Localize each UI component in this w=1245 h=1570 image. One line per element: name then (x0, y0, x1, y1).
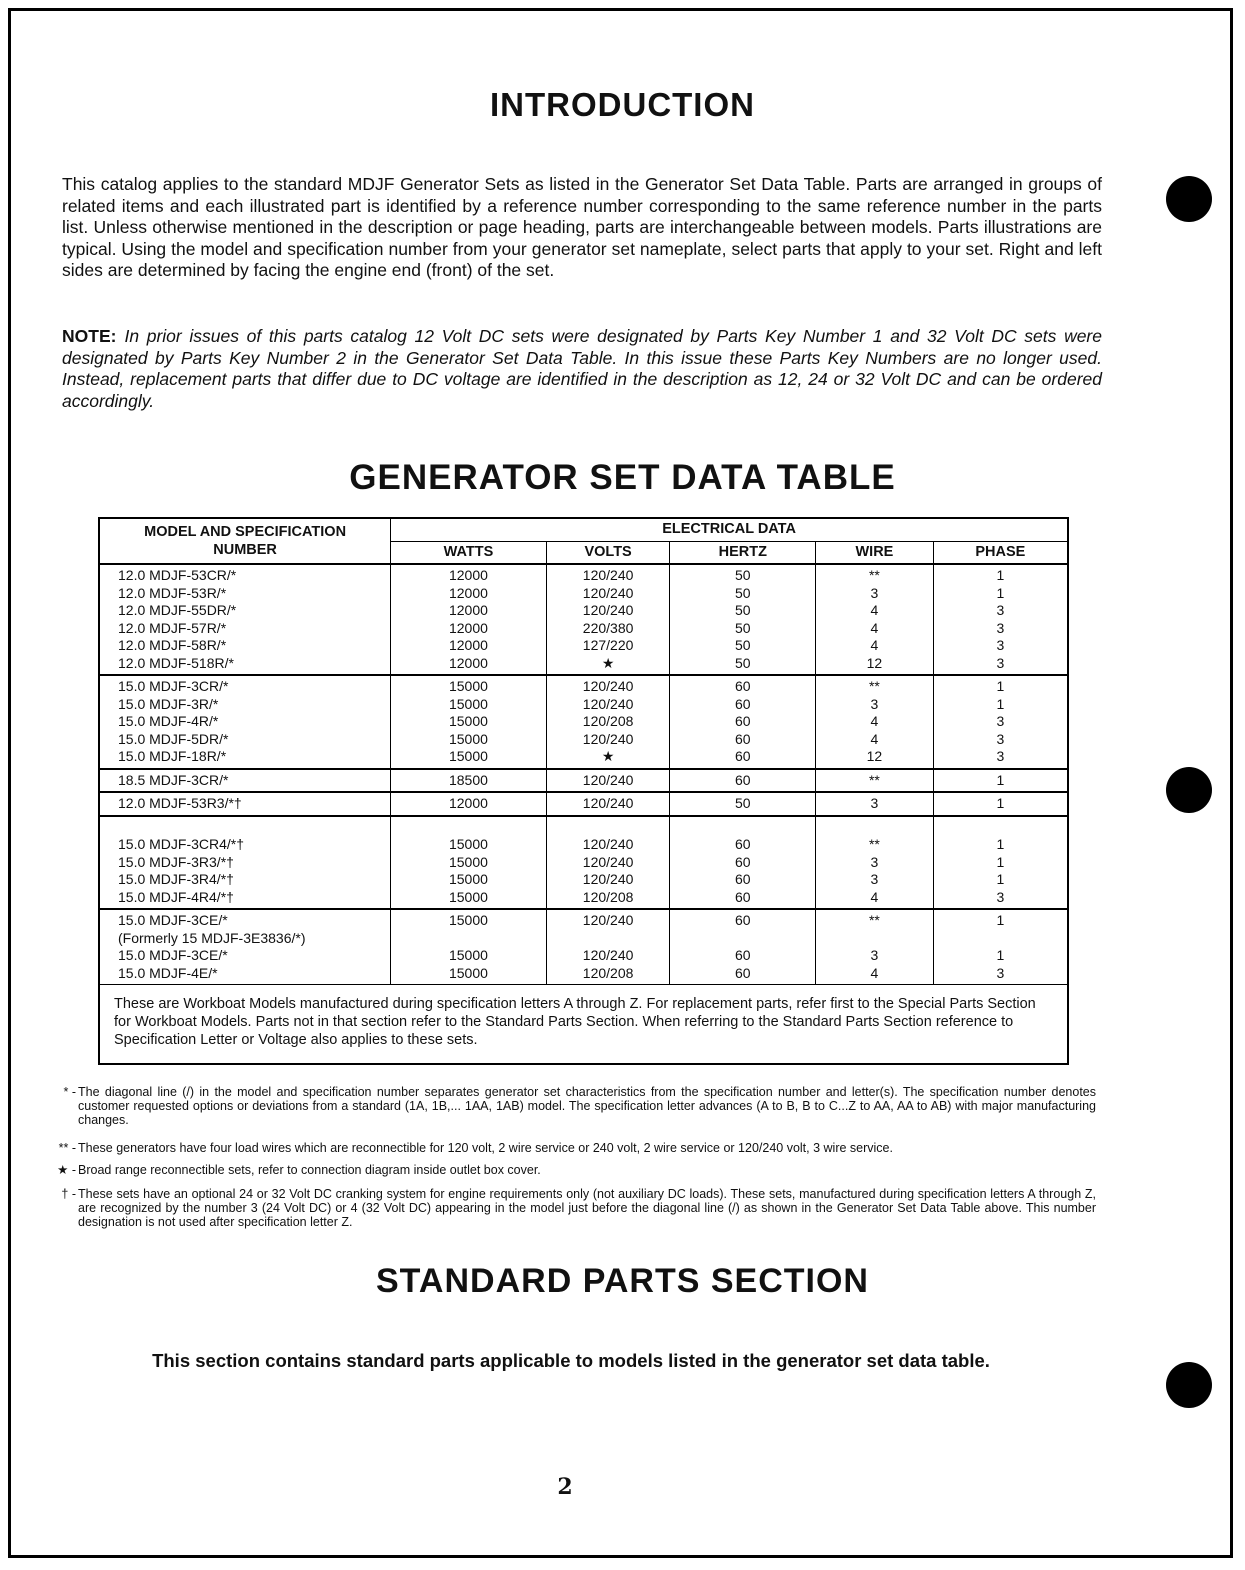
model-value: 12.0 MDJF-53R/* (118, 584, 227, 601)
header-electrical-data: ELECTRICAL DATA (391, 518, 1068, 541)
phase-value: 1 (996, 584, 1005, 601)
wire-value: ** (868, 771, 880, 788)
hertz-value: 60 (734, 678, 751, 694)
header-model: MODEL AND SPECIFICATION NUMBER (99, 518, 391, 564)
wire-value: 4 (870, 964, 879, 981)
footnote-text: The diagonal line (/) in the model and specification number separates generator set characteristics from the specification number and letter(s). The specification number denotes customer requested options or deviations from a standard (1A, 1B,... 1AA, 1AB) model. The specification letter advances (A to B, B to C...Z to AA, AA to AB) with major manufacturing changes. (78, 1085, 1096, 1127)
model-value: 12.0 MDJF-55DR/* (118, 602, 237, 618)
cell-volts (546, 792, 670, 816)
hertz-value: 60 (734, 730, 751, 747)
model-value: (Formerly 15 MDJF-3E3836/*) (118, 929, 306, 946)
hertz-value: 50 (734, 795, 751, 811)
table-row-group (99, 909, 1068, 985)
phase-value (940, 930, 1061, 948)
wire-value: ** (868, 567, 880, 583)
cell-watts (391, 769, 547, 793)
wire-value: 4 (870, 619, 879, 636)
wire-value: 12 (866, 748, 883, 764)
volts-value: 120/240 (582, 795, 634, 811)
header-wire: WIRE (816, 541, 934, 564)
volts-value: 127/220 (582, 637, 634, 653)
volts-value: 220/380 (582, 619, 634, 636)
phase-value: 1 (996, 678, 1005, 694)
volts-value (553, 819, 664, 837)
volts-value: 120/240 (582, 730, 634, 747)
cell-model (99, 675, 391, 769)
hertz-value (676, 930, 809, 948)
cell-model (99, 564, 391, 675)
model-value: 15.0 MDJF-4R4/*† (118, 888, 234, 905)
cell-volts (546, 564, 670, 675)
wire-value: 4 (870, 888, 879, 905)
cell-phase (933, 816, 1068, 910)
volts-value: 120/208 (582, 888, 634, 905)
hertz-value: 60 (734, 871, 751, 887)
punch-hole (1166, 176, 1212, 222)
watts-value: 12000 (448, 567, 488, 583)
watts-value: 15000 (448, 853, 488, 870)
model-value: 15.0 MDJF-3CE/* (118, 947, 228, 963)
volts-value: ★ (601, 748, 615, 764)
footnote-item (56, 1187, 1096, 1229)
hertz-value: 50 (734, 584, 751, 601)
watts-value (397, 930, 540, 948)
phase-value: 3 (996, 888, 1005, 905)
header-phase: PHASE (933, 541, 1068, 564)
standard-parts-text: This section contains standard parts applicable to models listed in the generator set data table. (152, 1350, 990, 1371)
hertz-value: 50 (734, 654, 751, 671)
hertz-value (676, 819, 809, 837)
model-value: 12.0 MDJF-58R/* (118, 637, 227, 653)
cell-phase (933, 792, 1068, 816)
volts-value: 120/240 (582, 602, 634, 618)
watts-value: 15000 (448, 678, 488, 694)
volts-value: 120/240 (582, 853, 634, 870)
phase-value: 3 (996, 619, 1005, 636)
watts-value: 12000 (448, 654, 488, 671)
phase-value: 3 (996, 654, 1005, 671)
footnote-item (56, 1163, 1096, 1177)
watts-value: 15000 (448, 695, 488, 712)
watts-value: 15000 (448, 713, 488, 729)
volts-value: 120/240 (582, 771, 634, 788)
footnote-symbol: * - (63, 1085, 76, 1099)
cell-wire (816, 564, 934, 675)
hertz-value: 60 (734, 947, 751, 963)
cell-watts (391, 792, 547, 816)
watts-value: 15000 (448, 964, 488, 981)
watts-value: 12000 (448, 602, 488, 618)
note-paragraph (62, 326, 1102, 412)
cell-wire (816, 769, 934, 793)
wire-value: 4 (870, 730, 879, 747)
footnote-item (56, 1141, 1096, 1155)
wire-value (822, 819, 927, 837)
volts-value: 120/240 (582, 678, 634, 694)
cell-hertz (670, 909, 816, 985)
hertz-value: 50 (734, 602, 751, 618)
footnote-symbol: ★ - (57, 1163, 76, 1177)
header-watts: WATTS (391, 541, 547, 564)
phase-value: 1 (996, 853, 1005, 870)
wire-value: ** (868, 912, 880, 928)
phase-value: 3 (996, 637, 1005, 653)
model-value: 12.0 MDJF-53R3/*† (118, 795, 242, 811)
watts-value: 12000 (448, 795, 488, 811)
model-value (118, 819, 384, 837)
wire-value: 3 (870, 947, 879, 963)
footnote-item (56, 1085, 1096, 1127)
watts-value: 15000 (448, 912, 488, 928)
hertz-value: 60 (734, 836, 751, 852)
cell-phase (933, 675, 1068, 769)
cell-watts (391, 675, 547, 769)
cell-model (99, 769, 391, 793)
footnote-symbol: † - (61, 1187, 76, 1201)
cell-phase (933, 564, 1068, 675)
header-volts: VOLTS (546, 541, 670, 564)
cell-watts (391, 816, 547, 910)
cell-volts (546, 769, 670, 793)
wire-value: 3 (870, 853, 879, 870)
wire-value: 3 (870, 695, 879, 712)
table-footnote: These are Workboat Models manufactured during specification letters A through Z. For replacement parts, refer first to the Special Parts Section for Workboat Models. Parts not in that section refer to the Standard Parts Section. When referring to the Standard Parts Section reference to Specification Letter or Voltage also applies to these sets. (99, 985, 1068, 1065)
wire-value: ** (868, 678, 880, 694)
model-value: 15.0 MDJF-4R/* (118, 713, 219, 729)
phase-value: 3 (996, 964, 1005, 981)
hertz-value: 60 (734, 695, 751, 712)
watts-value (397, 819, 540, 837)
cell-wire (816, 675, 934, 769)
hertz-value: 60 (734, 912, 751, 928)
volts-value: 120/240 (582, 836, 634, 852)
watts-value: 12000 (448, 619, 488, 636)
wire-value: 4 (870, 602, 879, 618)
phase-value: 3 (996, 748, 1005, 764)
model-value: 12.0 MDJF-57R/* (118, 619, 227, 636)
cell-volts (546, 675, 670, 769)
phase-value: 1 (996, 912, 1005, 928)
cell-wire (816, 792, 934, 816)
introduction-paragraph: This catalog applies to the standard MDJF Generator Sets as listed in the Generator Set Data Table. Parts are arranged in groups of related items and each illustrated part is identified by a reference number corresponding to the same reference number in the parts list. Unless otherwise mentioned in the description or page heading, parts are interchangeable between models. Parts illustrations are typical. Using the model and specification number from your generator set nameplate, select parts that apply to your set. Right and left sides are determined by facing the engine end (front) of the set. (62, 174, 1102, 280)
volts-value: 120/240 (582, 947, 634, 963)
cell-wire (816, 816, 934, 910)
cell-model (99, 816, 391, 910)
volts-value: 120/240 (582, 871, 634, 887)
phase-value: 1 (996, 947, 1005, 963)
phase-value: 3 (996, 713, 1005, 729)
model-value: 15.0 MDJF-3CE/* (118, 912, 228, 928)
table-row-group (99, 675, 1068, 769)
hertz-value: 60 (734, 748, 751, 764)
wire-value: ** (868, 836, 880, 852)
cell-watts (391, 909, 547, 985)
wire-value: 4 (870, 637, 879, 653)
volts-value: 120/240 (582, 584, 634, 601)
phase-value: 1 (996, 795, 1005, 811)
note-label: NOTE: (62, 326, 117, 346)
hertz-value: 60 (734, 713, 751, 729)
watts-value: 15000 (448, 748, 488, 764)
header-hertz: HERTZ (670, 541, 816, 564)
wire-value: 3 (870, 584, 879, 601)
model-value: 15.0 MDJF-3R4/*† (118, 871, 234, 887)
model-value: 12.0 MDJF-518R/* (118, 654, 234, 671)
cell-model (99, 792, 391, 816)
model-value: 15.0 MDJF-3R3/*† (118, 853, 234, 870)
watts-value: 15000 (448, 836, 488, 852)
watts-value: 18500 (448, 771, 488, 788)
volts-value (553, 930, 664, 948)
watts-value: 12000 (448, 637, 488, 653)
cell-phase (933, 769, 1068, 793)
phase-value: 3 (996, 602, 1005, 618)
volts-value: 120/240 (582, 912, 634, 928)
wire-value: 3 (870, 871, 879, 887)
hertz-value: 60 (734, 853, 751, 870)
volts-value: ★ (601, 654, 615, 671)
table-row-group (99, 816, 1068, 910)
phase-value: 1 (996, 695, 1005, 712)
table-row-group (99, 769, 1068, 793)
hertz-value: 50 (734, 619, 751, 636)
model-value: 15.0 MDJF-5DR/* (118, 730, 229, 747)
page-number: 2 (557, 1474, 573, 1500)
punch-hole (1166, 767, 1212, 813)
cell-wire (816, 909, 934, 985)
hertz-value: 60 (734, 888, 751, 905)
phase-value: 3 (996, 730, 1005, 747)
model-value: 12.0 MDJF-53CR/* (118, 567, 237, 583)
watts-value: 15000 (448, 871, 488, 887)
wire-value: 3 (870, 795, 879, 811)
phase-value: 1 (996, 771, 1005, 788)
hertz-value: 60 (734, 771, 751, 788)
volts-value: 120/208 (582, 964, 634, 981)
phase-value: 1 (996, 836, 1005, 852)
watts-value: 15000 (448, 947, 488, 963)
watts-value: 15000 (448, 888, 488, 905)
data-table-heading: GENERATOR SET DATA TABLE (349, 458, 896, 497)
footnote-text: These generators have four load wires which are reconnectible for 120 volt, 2 wire service or 240 volt, 2 wire service or 120/240 volt, 3 wire service. (78, 1141, 893, 1155)
footnote-text: These sets have an optional 24 or 32 Volt DC cranking system for engine requirements only (not auxiliary DC loads). These sets, manufactured during specification letters A through Z, are recognized by the number 3 (24 Volt DC) or 4 (32 Volt DC) appearing in the model just before the diagonal line (/) as shown in the Generator Set Data Table above. This number designation is not used after specification letter Z. (78, 1187, 1096, 1229)
model-value: 15.0 MDJF-3R/* (118, 695, 219, 712)
cell-phase (933, 909, 1068, 985)
model-value: 15.0 MDJF-3CR4/*† (118, 836, 245, 852)
phase-value: 1 (996, 871, 1005, 887)
wire-value (822, 930, 927, 948)
table-row-group (99, 792, 1068, 816)
standard-parts-heading: STANDARD PARTS SECTION (376, 1262, 869, 1300)
watts-value: 15000 (448, 730, 488, 747)
watts-value: 12000 (448, 584, 488, 601)
cell-hertz (670, 816, 816, 910)
cell-volts (546, 909, 670, 985)
introduction-heading: INTRODUCTION (490, 86, 755, 123)
model-value: 18.5 MDJF-3CR/* (118, 771, 229, 788)
volts-value: 120/240 (582, 567, 634, 583)
model-value: 15.0 MDJF-18R/* (118, 748, 227, 764)
model-value: 15.0 MDJF-3CR/* (118, 678, 229, 694)
cell-hertz (670, 564, 816, 675)
wire-value: 12 (866, 654, 883, 671)
hertz-value: 60 (734, 964, 751, 981)
model-value: 15.0 MDJF-4E/* (118, 964, 218, 981)
table-row-group (99, 564, 1068, 675)
volts-value: 120/240 (582, 695, 634, 712)
phase-value: 1 (996, 567, 1005, 583)
footnote-symbol: ** - (58, 1141, 76, 1155)
phase-value (940, 819, 1061, 837)
wire-value: 4 (870, 713, 879, 729)
note-text: In prior issues of this parts catalog 12 Volt DC sets were designated by Parts Key Number 1 and 32 Volt DC sets were designated by Parts Key Number 2 in the Generator Set Data Table. In this issue these Parts Key Numbers are no longer used. Instead, replacement parts that differ due to DC voltage are identified in the description as 12, 24 or 32 Volt DC and can be ordered accordingly. (62, 326, 1102, 411)
volts-value: 120/208 (582, 713, 634, 729)
cell-model (99, 909, 391, 985)
hertz-value: 50 (734, 637, 751, 653)
footnote-text: Broad range reconnectible sets, refer to connection diagram inside outlet box cover. (78, 1163, 541, 1177)
cell-hertz (670, 769, 816, 793)
cell-watts (391, 564, 547, 675)
generator-set-data-table (98, 517, 1069, 1065)
cell-volts (546, 816, 670, 910)
cell-hertz (670, 792, 816, 816)
cell-hertz (670, 675, 816, 769)
hertz-value: 50 (734, 567, 751, 583)
punch-hole (1166, 1362, 1212, 1408)
